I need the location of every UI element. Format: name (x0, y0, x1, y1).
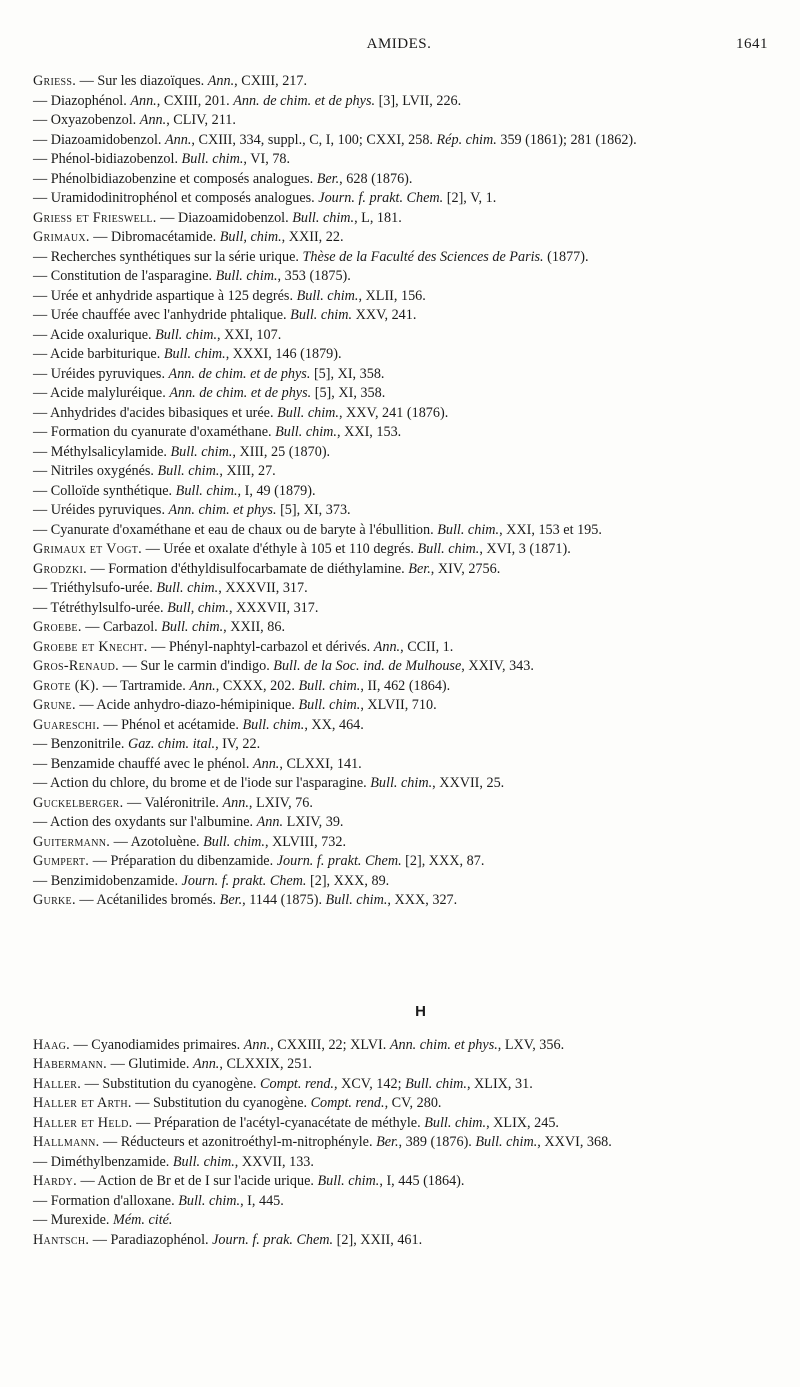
entry-title: — Uréides pyruviques. (33, 365, 169, 382)
entry-reference: , CXXX, 202. (215, 677, 299, 694)
entry-title: — Diméthylbenzamide. (33, 1153, 173, 1170)
bibliography-entry (33, 228, 768, 248)
entry-journal: Bull. chim. (172, 1153, 235, 1170)
bibliography-entry (33, 1055, 768, 1075)
entry-title: — Acide oxalurique. (33, 326, 156, 343)
entry-journal: Ann. de chim. et de phys. (168, 365, 311, 382)
entry-title: — Préparation de l'acétyl-cyanacétate de méthyle. (132, 1114, 425, 1131)
entry-journal-secondary: Rép. chim. (436, 131, 497, 148)
bibliography-entry (33, 189, 768, 209)
entry-reference: XXV, 241. (352, 307, 417, 323)
entry-reference: , XLVIII, 732. (264, 833, 347, 850)
entry-title: — Substitution du cyanogène. (131, 1095, 311, 1111)
entry-journal: Bull. chim. (203, 833, 265, 850)
bibliography-entry (33, 794, 768, 814)
bibliography-entry (33, 891, 768, 911)
entry-title: — Substitution du cyanogène. (81, 1075, 261, 1092)
entry-title: — Diazoamidobenzol. (156, 209, 293, 226)
entry-journal: Ber. (376, 1134, 399, 1150)
entry-journal: Ann. (252, 755, 280, 772)
entry-reference: [2], XXII, 461. (333, 1231, 423, 1248)
entry-journal: Ann. (373, 638, 401, 655)
entry-author: Hallmann. (33, 1134, 100, 1150)
entry-title: — Acétanilides bromés. (75, 892, 220, 908)
entry-journal: Journ. f. prakt. Chem. (318, 190, 444, 206)
entry-title: — Préparation du dibenzamide. (89, 853, 277, 869)
entry-reference-secondary: , XXX, 327. (387, 892, 458, 908)
entry-reference: , XXXVII, 317. (228, 599, 319, 616)
entry-author: Gurke. (33, 892, 76, 908)
entry-journal: Bull. chim. (215, 268, 278, 284)
entry-journal: Ann. (130, 92, 157, 109)
bibliography-entry (33, 443, 768, 463)
entry-journal: Ann. (222, 794, 249, 811)
entry-title: — Murexide. (33, 1212, 113, 1228)
entry-reference: [5], XI, 358. (310, 365, 385, 382)
entry-journal: Bull. chim. (275, 424, 337, 440)
entry-reference: , XXXVII, 317. (218, 580, 308, 596)
entry-reference: , I, 49 (1879). (237, 482, 316, 499)
entry-reference: [5], XI, 358. (311, 385, 386, 401)
entry-author: Haag. (33, 1036, 70, 1053)
entry-reference: LXIV, 39. (283, 814, 344, 830)
bibliography-entry (33, 462, 768, 482)
entry-reference: , 353 (1875). (277, 268, 351, 284)
entry-title: — Azotoluène. (110, 833, 204, 850)
entry-author: Hantsch. (33, 1231, 90, 1248)
entry-title: — Dibromacétamide. (89, 229, 220, 245)
entry-title: — Phénol-bidiazobenzol. (33, 151, 182, 167)
bibliography-entry (33, 482, 768, 502)
bibliography-entry (33, 638, 768, 658)
entry-author: Grimaux et Vogt. (33, 541, 143, 557)
entry-reference: , XLVII, 710. (360, 697, 437, 713)
entry-title: — Urée et anhydride aspartique à 125 degrés. (33, 287, 297, 304)
entry-journal: Ann. chim. et phys. (168, 502, 277, 518)
entry-reference: , XXII, 86. (223, 619, 286, 635)
bibliography-entry (33, 72, 768, 92)
entry-title: — Benzamide chauffé avec le phénol. (33, 755, 253, 772)
bibliography-entry (33, 170, 768, 190)
entry-journal: Journ. f. prakt. Chem. (276, 853, 402, 869)
entry-reference-secondary: , II, 462 (1864). (360, 677, 451, 694)
entry-journal: Bull. chim. (296, 287, 359, 304)
entry-journal: Bull. chim. (424, 1114, 487, 1131)
entry-title: — Méthylsalicylamide. (33, 443, 171, 460)
bibliography-entry (33, 150, 768, 170)
entry-reference: , XLII, 156. (358, 287, 426, 304)
entry-journal-secondary: Ann. chim. et phys. (389, 1036, 498, 1053)
entry-author: Groebe et Knecht. (33, 638, 148, 655)
entry-reference: , XX, 464. (304, 716, 364, 733)
bibliography-entry (33, 1133, 768, 1153)
entry-reference-secondary: 359 (1861); 281 (1862). (496, 131, 637, 148)
entry-title: — Formation du cyanurate d'oxaméthane. (33, 424, 276, 440)
bibliography-entry (33, 1114, 768, 1134)
bibliography-entry (33, 599, 768, 619)
bibliography-entry (33, 755, 768, 775)
section-g-entries (33, 72, 768, 911)
entry-journal: Ann. (164, 131, 192, 148)
entry-journal: Bull. chim. (175, 482, 238, 499)
entry-reference: , CCII, 1. (400, 638, 454, 655)
entry-journal: Bull, chim. (167, 599, 229, 616)
entry-reference-secondary: [3], LVII, 226. (375, 92, 462, 109)
running-title: AMIDES. (366, 36, 432, 52)
page-number: 1641 (736, 36, 768, 52)
entry-reference: , CXIII, 217. (234, 73, 308, 89)
entry-journal-secondary: Ann. de chim. et de phys. (233, 92, 376, 109)
bibliography-entry (33, 248, 768, 268)
entry-title: — Phénol et acétamide. (99, 716, 243, 733)
entry-journal: Bull. chim. (242, 716, 305, 733)
entry-journal: Compt. rend. (260, 1075, 334, 1092)
entry-reference: , VI, 78. (243, 151, 291, 167)
entry-title: — Acide malyluréique. (33, 385, 170, 401)
section-h-entries (33, 1036, 768, 1251)
bibliography-entry (33, 1192, 768, 1212)
bibliography-entry (33, 579, 768, 599)
entry-journal: Bull. chim. (370, 775, 433, 791)
entry-title: — Uréides pyruviques. (33, 502, 169, 518)
bibliography-entry (33, 111, 768, 131)
bibliography-list (33, 72, 768, 1250)
bibliography-entry (33, 735, 768, 755)
entry-journal: Ann. (207, 73, 235, 89)
entry-journal: Bull. chim. (155, 326, 218, 343)
bibliography-entry (33, 131, 768, 151)
entry-author: Grimaux. (33, 229, 90, 245)
entry-journal: Bull. chim. (292, 209, 355, 226)
entry-journal-secondary: Bull. chim. (298, 677, 361, 694)
entry-reference: , CXIII, 201. (156, 92, 234, 109)
entry-author: Grodzki. (33, 560, 87, 577)
entry-title: — Colloïde synthétique. (33, 482, 176, 499)
bibliography-entry (33, 521, 768, 541)
bibliography-entry (33, 501, 768, 521)
entry-reference: , I, 445 (1864). (379, 1173, 465, 1189)
bibliography-entry (33, 306, 768, 326)
bibliography-entry (33, 1172, 768, 1192)
entry-reference: , LXIV, 76. (248, 794, 313, 811)
entry-title: — Phényl-naphtyl-carbazol et dérivés. (147, 638, 374, 655)
entry-journal: Ann. (243, 1036, 271, 1053)
entry-reference: , XIII, 25 (1870). (232, 443, 331, 460)
entry-reference: , XCV, 142; (333, 1075, 406, 1092)
entry-title: — Acide barbiturique. (33, 346, 164, 362)
entry-author: Guareschi. (33, 716, 100, 733)
entry-reference: , CLIV, 211. (166, 112, 236, 128)
entry-journal: Bull. chim. (170, 443, 233, 460)
entry-journal: Compt. rend. (310, 1095, 385, 1111)
entry-reference: , XXI, 107. (217, 326, 282, 343)
entry-title: — Cyanodiamides primaires. (69, 1036, 244, 1053)
entry-author: Haller et Held. (33, 1114, 133, 1131)
entry-title: — Action du chlore, du brome et de l'iode sur l'asparagine. (33, 775, 371, 791)
entry-reference: , CLXXIX, 251. (219, 1056, 312, 1072)
entry-reference-secondary: , XLIX, 31. (466, 1075, 533, 1092)
entry-journal: Journ. f. prak. Chem. (212, 1231, 334, 1248)
bibliography-entry (33, 872, 768, 892)
entry-title: — Oxyazobenzol. (33, 112, 140, 128)
bibliography-entry (33, 677, 768, 697)
entry-title: — Sur les diazoïques. (76, 73, 208, 89)
entry-journal: Bull. chim. (298, 697, 361, 713)
entry-journal: Bull. chim. (156, 580, 219, 596)
bibliography-entry (33, 813, 768, 833)
entry-title: — Cyanurate d'oxaméthane et eau de chaux ou de baryte à l'ébullition. (33, 521, 438, 538)
bibliography-entry (33, 384, 768, 404)
entry-reference: , XXVII, 133. (234, 1153, 314, 1170)
entry-title: — Tartramide. (99, 677, 190, 694)
entry-author: Gumpert. (33, 853, 90, 869)
entry-reference: , XXI, 153. (336, 424, 402, 440)
entry-author: Guckelberger. (33, 794, 124, 811)
bibliography-entry (33, 209, 768, 229)
entry-journal-secondary: Bull. chim. (475, 1134, 538, 1150)
entry-title: — Réducteurs et azonitroéthyl-m-nitrophényle. (99, 1134, 377, 1150)
bibliography-entry (33, 345, 768, 365)
entry-journal: Gaz. chim. ital. (127, 736, 216, 752)
entry-journal: Ber. (219, 892, 243, 908)
entry-author: Griess et Frieswell. (33, 209, 157, 226)
bibliography-entry (33, 404, 768, 424)
entry-title: — Constitution de l'asparagine. (33, 268, 216, 284)
entry-journal: Bull. chim. (277, 404, 339, 421)
entry-journal: Bull. chim. (417, 541, 480, 557)
entry-author: Haller. (33, 1075, 82, 1092)
bibliography-entry (33, 365, 768, 385)
entry-author: Gros-Renaud. (33, 658, 120, 674)
entry-reference: , XXIV, 343. (461, 658, 534, 674)
entry-journal-secondary: Bull. chim. (405, 1075, 467, 1092)
entry-journal: Bull. chim. (163, 346, 226, 362)
entry-reference: , I, 445. (240, 1192, 284, 1209)
entry-title: — Benzimidobenzamide. (33, 872, 182, 889)
entry-title: — Diazoamidobenzol. (33, 131, 165, 148)
entry-author: Guitermann. (33, 833, 111, 850)
entry-reference: , XXV, 241 (1876). (338, 404, 449, 421)
bibliography-entry (33, 1094, 768, 1114)
bibliography-entry (33, 657, 768, 677)
entry-reference: (1877). (543, 248, 589, 265)
entry-title: — Tétréthylsulfo-urée. (33, 599, 168, 616)
entry-title: — Action des oxydants sur l'albumine. (33, 814, 257, 830)
entry-reference: , CV, 280. (384, 1095, 442, 1111)
entry-reference: [5], XI, 373. (276, 502, 351, 518)
bibliography-entry (33, 852, 768, 872)
entry-reference: , 389 (1876). (398, 1134, 476, 1150)
entry-title: — Phénolbidiazobenzine et composés analogues. (33, 170, 317, 187)
entry-reference: , CXXIII, 22; XLVI. (270, 1036, 390, 1053)
bibliography-entry (33, 716, 768, 736)
entry-title: — Benzonitrile. (33, 736, 128, 752)
bibliography-entry (33, 1211, 768, 1231)
entry-journal: Ann. de chim. et de phys. (169, 385, 312, 401)
entry-title: — Urée et oxalate d'éthyle à 105 et 110 degrés. (142, 541, 418, 557)
section-heading-h: H (415, 1002, 426, 1020)
entry-reference: , XVI, 3 (1871). (479, 541, 571, 557)
bibliography-entry (33, 423, 768, 443)
entry-author: Grote (K). (33, 677, 100, 694)
entry-author: Haller et Arth. (33, 1095, 132, 1111)
entry-journal: Bull. chim. (317, 1173, 380, 1189)
entry-title: — Uramidodinitrophénol et composés analogues. (33, 190, 319, 206)
entry-title: — Formation d'alloxane. (33, 1192, 179, 1209)
entry-reference: , CXIII, 334, suppl., C, I, 100; CXXI, 258. (191, 131, 437, 148)
bibliography-entry (33, 1036, 768, 1056)
entry-author: Habermann. (33, 1056, 108, 1072)
entry-reference: , IV, 22. (215, 736, 261, 752)
entry-title: — Valéronitrile. (123, 794, 223, 811)
entry-journal: Mém. cité. (113, 1212, 173, 1228)
entry-reference: [2], XXX, 87. (401, 853, 485, 869)
entry-reference: , XXII, 22. (281, 229, 344, 245)
entry-title: — Carbazol. (81, 619, 162, 635)
entry-reference: [2], V, 1. (443, 190, 497, 206)
entry-author: Griess. (33, 73, 77, 89)
entry-reference: , XXI, 153 et 195. (499, 521, 602, 538)
entry-journal: Bull. chim. (161, 619, 224, 635)
bibliography-entry (33, 1231, 768, 1251)
entry-reference: , XXVII, 25. (432, 775, 505, 791)
entry-title: — Paradiazophénol. (89, 1231, 213, 1248)
entry-journal: Bull. chim. (181, 151, 244, 167)
entry-journal: Ann. (189, 677, 216, 694)
entry-reference: , XIII, 27. (219, 463, 276, 479)
entry-reference: , 628 (1876). (339, 170, 413, 187)
entry-title: — Anhydrides d'acides bibasiques et urée. (33, 404, 278, 421)
entry-reference: , L, 181. (354, 209, 402, 226)
entry-title: — Nitriles oxygénés. (33, 463, 158, 479)
entry-journal: Bull. chim. (157, 463, 220, 479)
bibliography-entry (33, 287, 768, 307)
entry-title: — Formation d'éthyldisulfocarbamate de diéthylamine. (86, 560, 409, 577)
entry-author: Hardy. (33, 1173, 77, 1189)
entry-journal: Journ. f. prakt. Chem. (181, 872, 307, 889)
entry-title: — Glutimide. (107, 1056, 193, 1072)
entry-author: Grune. (33, 697, 76, 713)
entry-reference-secondary: , LXV, 356. (497, 1036, 565, 1053)
entry-title: — Urée chauffée avec l'anhydride phtalique. (33, 307, 291, 323)
page-header (30, 36, 768, 58)
entry-reference: , XLIX, 245. (486, 1114, 559, 1131)
bibliography-entry (33, 833, 768, 853)
bibliography-entry (33, 267, 768, 287)
entry-journal: Ann. (256, 814, 284, 830)
entry-journal: Bull, chim. (219, 229, 282, 245)
entry-journal: Bull. chim. (290, 307, 353, 323)
entry-journal: Bull. chim. (178, 1192, 241, 1209)
entry-reference: , 1144 (1875). (242, 892, 326, 908)
entry-journal: Ber. (408, 560, 431, 577)
bibliography-entry (33, 540, 768, 560)
bibliography-entry (33, 560, 768, 580)
entry-reference: , CLXXI, 141. (279, 755, 362, 772)
bibliography-entry (33, 774, 768, 794)
entry-journal: Ann. (192, 1056, 220, 1072)
bibliography-entry (33, 618, 768, 638)
entry-journal: Ber. (316, 170, 340, 187)
entry-title: — Diazophénol. (33, 92, 131, 109)
bibliography-entry (33, 1075, 768, 1095)
entry-journal: Bull. chim. (437, 521, 500, 538)
entry-journal-secondary: Bull. chim. (325, 892, 388, 908)
entry-reference-secondary: , XXVI, 368. (537, 1134, 612, 1150)
entry-journal: Bull. de la Soc. ind. de Mulhouse (273, 658, 462, 674)
entry-author: Groebe. (33, 619, 82, 635)
entry-journal: Thèse de la Faculté des Sciences de Paris. (302, 248, 544, 265)
entry-title: — Sur le carmin d'indigo. (119, 658, 274, 674)
bibliography-entry (33, 1153, 768, 1173)
bibliography-entry (33, 696, 768, 716)
entry-title: — Triéthylsufo-urée. (33, 580, 157, 596)
entry-title: — Acide anhydro-diazo-hémipinique. (75, 697, 299, 713)
bibliography-entry (33, 92, 768, 112)
bibliography-entry (33, 326, 768, 346)
entry-reference: [2], XXX, 89. (306, 872, 390, 889)
entry-title: — Action de Br et de I sur l'acide urique. (76, 1173, 318, 1189)
entry-reference: , XXXI, 146 (1879). (225, 346, 342, 362)
entry-reference: , XIV, 2756. (430, 560, 501, 577)
entry-title: — Recherches synthétiques sur la série urique. (33, 248, 303, 265)
entry-journal: Ann. (139, 112, 167, 128)
